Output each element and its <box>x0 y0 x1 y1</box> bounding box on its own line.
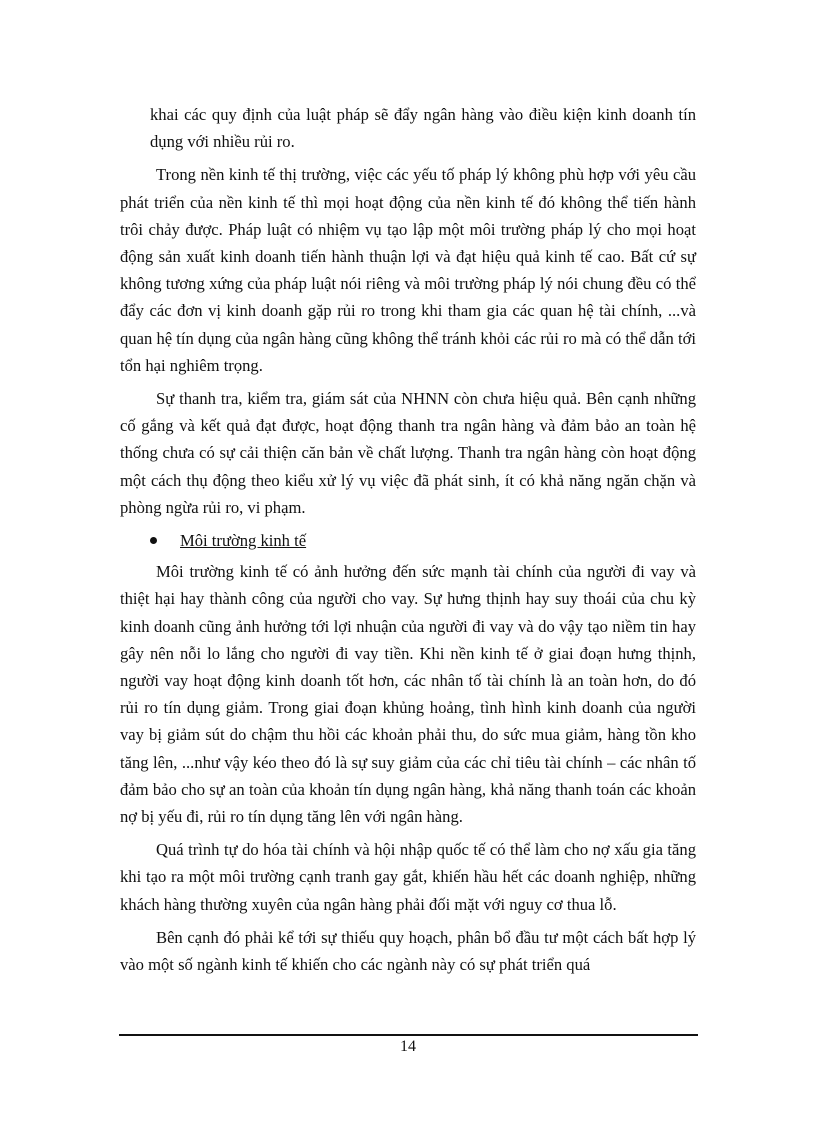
paragraph-1-text: khai các quy định của luật pháp sẽ đẩy ngân hàng vào điều kiện kinh doanh tín dụng với nhiều rủi ro. <box>150 105 696 152</box>
paragraph-2: Trong nền kinh tế thị trường, việc các yếu tố pháp lý không phù hợp với yêu cầu phát triển của nền kinh tế thì mọi hoạt động của nền kinh tế đó không thể tiến hành trôi chảy được. Pháp luật có nhiệm vụ tạo lập một môi trường pháp lý cho mọi hoạt động sản xuất kinh doanh tiến hành thuận lợi và đạt hiệu quả kinh tế cao. Bất cứ sự không tương xứng của pháp luật nói riêng và môi trường pháp lý nói chung đều có thể đẩy các đơn vị kinh doanh gặp rủi ro trong khi tham gia các quan hệ tài chính, ...và quan hệ tín dụng của ngân hàng cũng không thể tránh khỏi các rủi ro mà có thể dẫn tới tổn hại nghiêm trọng. <box>120 165 696 375</box>
paragraph-1 <box>120 101 696 155</box>
body-text <box>120 101 696 978</box>
bullet-item <box>120 527 696 554</box>
paragraph-6: Bên cạnh đó phải kể tới sự thiếu quy hoạch, phân bổ đầu tư một cách bất hợp lý vào một số ngành kinh tế khiến cho các ngành này có sự phát triển quá <box>120 927 696 975</box>
bullet-heading: Môi trường kinh tế <box>180 531 307 551</box>
paragraph-5: Quá trình tự do hóa tài chính và hội nhập quốc tế có thể làm cho nợ xấu gia tăng khi tạo ra một môi trường cạnh tranh gay gắt, khiến hầu hết các doanh nghiệp, những khách hàng thường xuyên của ngân hàng phải đối mặt với nguy cơ thua lỗ. <box>120 840 696 914</box>
page-number: 14 <box>400 1038 416 1055</box>
bullet-icon <box>150 537 157 544</box>
paragraph-4: Môi trường kinh tế có ảnh hưởng đến sức mạnh tài chính của người đi vay và thiệt hại hay thành công của người cho vay. Sự hưng thịnh hay suy thoái của chu kỳ kinh doanh cũng ảnh hưởng tới lợi nhuận của người đi vay và do vậy tạo niềm tin hay gây nên nỗi lo lắng cho người đi vay tiền. Khi nền kinh tế ở giai đoạn hưng thịnh, người vay hoạt động kinh doanh tốt hơn, các nhân tố tài chính là an toàn hơn, do đó rủi ro tín dụng giảm. Trong giai đoạn khủng hoảng, tình hình kinh doanh của người vay bị giảm sút do chậm thu hồi các khoản phải thu, do sức mua giảm, hàng tồn kho tăng lên, ...như vậy kéo theo đó là sự suy giảm của các chỉ tiêu tài chính – các nhân tố đảm bảo cho sự an toàn của khoản tín dụng ngân hàng, khả năng thanh toán các khoản nợ bị yếu đi, rủi ro tín dụng tăng lên với ngân hàng. <box>120 562 696 827</box>
paragraph-3: Sự thanh tra, kiểm tra, giám sát của NHNN còn chưa hiệu quả. Bên cạnh những cố gắng và kết quả đạt được, hoạt động thanh tra ngân hàng và đảm bảo an toàn hệ thống chưa có sự cải thiện căn bản về chất lượng. Thanh tra ngân hàng còn hoạt động một cách thụ động theo kiểu xử lý vụ việc đã phát sinh, ít có khả năng ngăn chặn và phòng ngừa rủi ro, vi phạm. <box>120 389 696 517</box>
footer-divider <box>119 1034 698 1036</box>
